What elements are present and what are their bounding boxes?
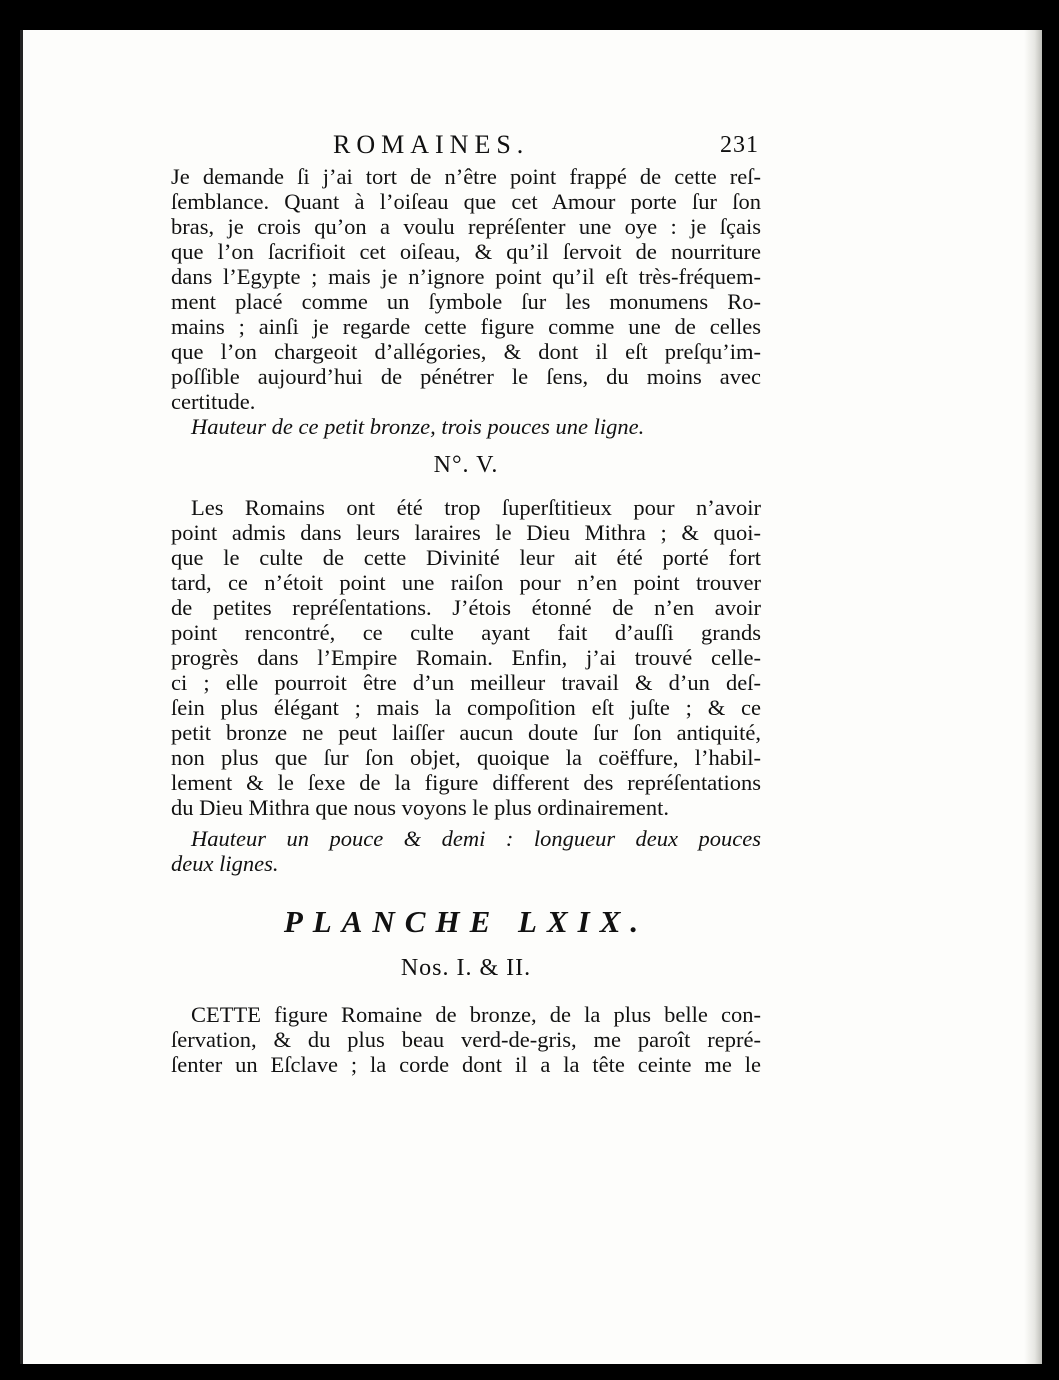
text-line: petit bronze ne peut laiſſer aucun doute ſur ſon antiquité, [171,720,761,745]
paragraph-3 [171,1002,761,1077]
text-line: du Dieu Mithra que nous voyons le plus ordinairement. [171,795,670,820]
text-line: mains ; ainſi je regarde cette figure comme une de celles [171,314,761,339]
text-line: CETTE figure Romaine de bronze, de la plus belle con- [191,1002,761,1027]
running-head-title: ROMAINES. [333,130,530,159]
text-line: point admis dans leurs laraires le Dieu Mithra ; & quoi- [171,520,761,545]
paragraph-2 [171,495,761,820]
planche-heading: PLANCHE LXIX. [283,904,649,939]
page-edge-shadow [1024,30,1042,1364]
text-line: point rencontré, ce culte ayant fait d’auſſi grands [171,620,761,645]
text-line: tard, ce n’étoit point une raiſon pour n’en point trouver [171,570,761,595]
text-line: lement & le ſexe de la figure different des repréſentations [171,770,761,795]
text-line: poſſible aujourd’hui de pénétrer le ſens, du moins avec [171,364,761,389]
text-line: ſenter un Eſclave ; la corde dont il a la tête ceinte me le [171,1052,761,1077]
text-line: bras, je crois qu’on a voulu repréſenter une oye : je ſçais [171,214,761,239]
text-line: que l’on ſacrifioit cet oiſeau, & qu’il ſervoit de nourriture [171,239,761,264]
paragraph-1 [171,164,761,414]
text-line: que le culte de cette Divinité leur ait été porté fort [171,545,761,570]
section-heading-nos: Nos. I. & II. [400,955,532,981]
section-heading-no-v: N°. V. [433,452,499,478]
text-line: progrès dans l’Empire Romain. Enfin, j’ai trouvé celle- [171,645,761,670]
text-block [171,130,761,1077]
text-line: non plus que ſur ſon objet, quoique la coëffure, l’habil- [171,745,761,770]
text-line: ſemblance. Quant à l’oiſeau que cet Amour porte ſur ſon [171,189,761,214]
text-line: de petites repréſentations. J’étois étonné de n’en avoir [171,595,761,620]
text-line: certitude. [171,389,256,414]
text-line: ſervation, & du plus beau verd-de-gris, me paroît repré- [171,1027,761,1052]
measure-note-2 [171,826,761,876]
running-head [171,130,761,164]
text-line: ment placé comme un ſymbole ſur les monumens Ro- [171,289,761,314]
page-number: 231 [720,132,759,158]
book-page [20,30,1042,1364]
text-line: Hauteur un pouce & demi : longueur deux pouces [191,826,761,851]
text-line: Les Romains ont été trop ſuperſtitieux pour n’avoir [191,495,761,520]
text-line: que l’on chargeoit d’allégories, & dont il eſt preſqu’im- [171,339,761,364]
measure-note-1: Hauteur de ce petit bronze, trois pouces une ligne. [191,414,645,439]
text-line: deux lignes. [171,851,279,876]
text-line: ci ; elle pourroit être d’un meilleur travail & d’un deſ- [171,670,761,695]
text-line: Je demande ſi j’ai tort de n’être point frappé de cette reſ- [171,164,761,189]
text-line: dans l’Egypte ; mais je n’ignore point qu’il eſt très-fréquem- [171,264,761,289]
text-line: ſein plus élégant ; mais la compoſition eſt juſte ; & ce [171,695,761,720]
